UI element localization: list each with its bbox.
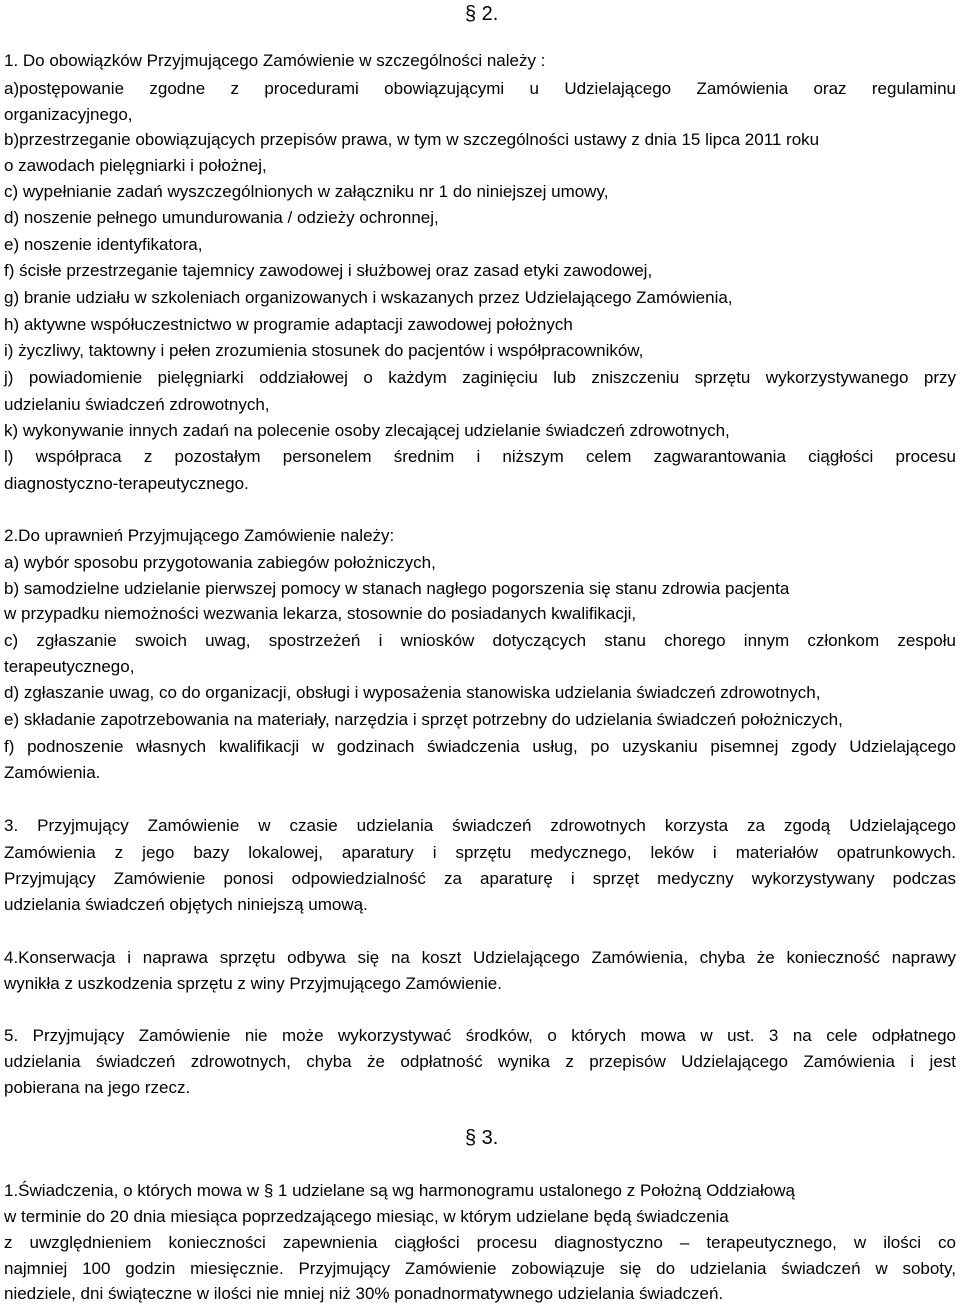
text-line: k) wykonywanie innych zadań na polecenie osoby zlecającej udzielanie świadczeń zdrowotnych, [4,421,730,440]
text-line: udzielania świadczeń objętych niniejszą umową. [4,895,368,914]
text-line: h) aktywne współuczestnictwo w programie adaptacji zawodowej położnych [4,315,573,334]
text-line: terapeutycznego, [4,657,135,676]
text-line: d) noszenie pełnego umundurowania / odzieży ochronnej, [4,208,439,227]
text-line: organizacyjnego, [4,105,133,124]
text-line: e) noszenie identyfikatora, [4,235,203,254]
text-line: d) zgłaszanie uwag, co do organizacji, obsługi i wyposażenia stanowiska udzielania świadczeń zdrowotnych, [4,683,821,702]
text-line: 4.Konserwacja i naprawa sprzętu odbywa się na koszt Udzielającego Zamówienia, chyba że konieczność naprawy [4,948,956,967]
text-line: Zamówienia z jego bazy lokalowej, aparatury i sprzętu medycznego, leków i materiałów opatrunkowych. [4,843,956,862]
text-line: Przyjmujący Zamówienie ponosi odpowiedzialność za aparaturę i sprzęt medyczny wykorzystywany podczas [4,869,956,888]
text-line: a)postępowanie zgodne z procedurami obowiązującymi u Udzielającego Zamówienia oraz regulaminu [4,79,956,98]
text-line: 1.Świadczenia, o których mowa w § 1 udzielane są wg harmonogramu ustalonego z Położną Oddziałową [4,1181,795,1200]
text-line: a) wybór sposobu przygotowania zabiegów położniczych, [4,553,436,572]
text-line: 3. Przyjmujący Zamówienie w czasie udzielania świadczeń zdrowotnych korzysta za zgodą Udzielającego [4,816,956,835]
text-line: diagnostyczno-terapeutycznego. [4,474,249,493]
text-line: b)przestrzeganie obowiązujących przepisów prawa, w tym w szczególności ustawy z dnia 15 lipca 2011 roku [4,130,820,149]
text-line: f) ścisłe przestrzeganie tajemnicy zawodowej i służbowej oraz zasad etyki zawodowej, [4,261,653,280]
text-line: c) wypełnianie zadań wyszczególnionych w załączniku nr 1 do niniejszej umowy, [4,182,609,201]
text-line: b) samodzielne udzielanie pierwszej pomocy w stanach nagłego pogorszenia się stanu zdrowia pacjenta [4,579,790,598]
text-line: e) składanie zapotrzebowania na materiały, narzędzia i sprzęt potrzebny do udzielania świadczeń położniczych, [4,710,843,729]
text-line: niedziele, dni świąteczne w ilości nie mniej niż 30% ponadnormatywnego udzielania świadczeń. [4,1284,724,1303]
text-line: pobierana na jego rzecz. [4,1078,191,1097]
text-line: g) branie udziału w szkoleniach organizowanych i wskazanych przez Udzielającego Zamówienia, [4,288,733,307]
text-line: c) zgłaszanie swoich uwag, spostrzeżeń i wniosków dotyczących stanu chorego innym członkom zespołu [4,631,956,650]
text-line: wynikła z uszkodzenia sprzętu z winy Przyjmującego Zamówienie. [4,974,502,993]
text-line: Zamówienia. [4,763,101,782]
text-line: 2.Do uprawnień Przyjmującego Zamówienie należy: [4,526,395,545]
text-line: najmniej 100 godzin miesięcznie. Przyjmujący Zamówienie zobowiązuje się do udzielania świadczeń w soboty, [4,1259,956,1278]
section-3-heading: § 3. [465,1127,499,1149]
text-line: w terminie do 20 dnia miesiąca poprzedzającego miesiąc, w którym udzielane będą świadczenia [4,1207,729,1226]
text-line: w przypadku niemożności wezwania lekarza, stosownie do posiadanych kwalifikacji, [4,604,637,623]
text-line: 1. Do obowiązków Przyjmującego Zamówienie w szczególności należy : [4,51,546,70]
section-2-heading: § 2. [465,3,499,25]
text-line: udzielania świadczeń zdrowotnych, chyba że odpłatność wynika z przepisów Udzielającego Zamówienia i jest [4,1052,956,1071]
text-line: l) współpraca z pozostałym personelem średnim i niższym celem zagwarantowania ciągłości procesu [4,447,956,466]
text-line: i) życzliwy, taktowny i pełen zrozumienia stosunek do pacjentów i współpracowników, [4,341,644,360]
text-line: j) powiadomienie pielęgniarki oddziałowej o każdym zaginięciu lub zniszczeniu sprzętu wykorzystywanego przy [4,368,956,387]
text-line: 5. Przyjmujący Zamówienie nie może wykorzystywać środków, o których mowa w ust. 3 na cele odpłatnego [4,1026,956,1045]
text-line: o zawodach pielęgniarki i położnej, [4,156,267,175]
text-line: z uwzględnieniem konieczności zapewnienia ciągłości procesu diagnostyczno – terapeutycznego, w ilości co [4,1233,956,1252]
text-line: f) podnoszenie własnych kwalifikacji w godzinach świadczenia usług, po uzyskaniu pisemnej zgody Udzielającego [4,737,956,756]
text-line: udzielaniu świadczeń zdrowotnych, [4,395,270,414]
